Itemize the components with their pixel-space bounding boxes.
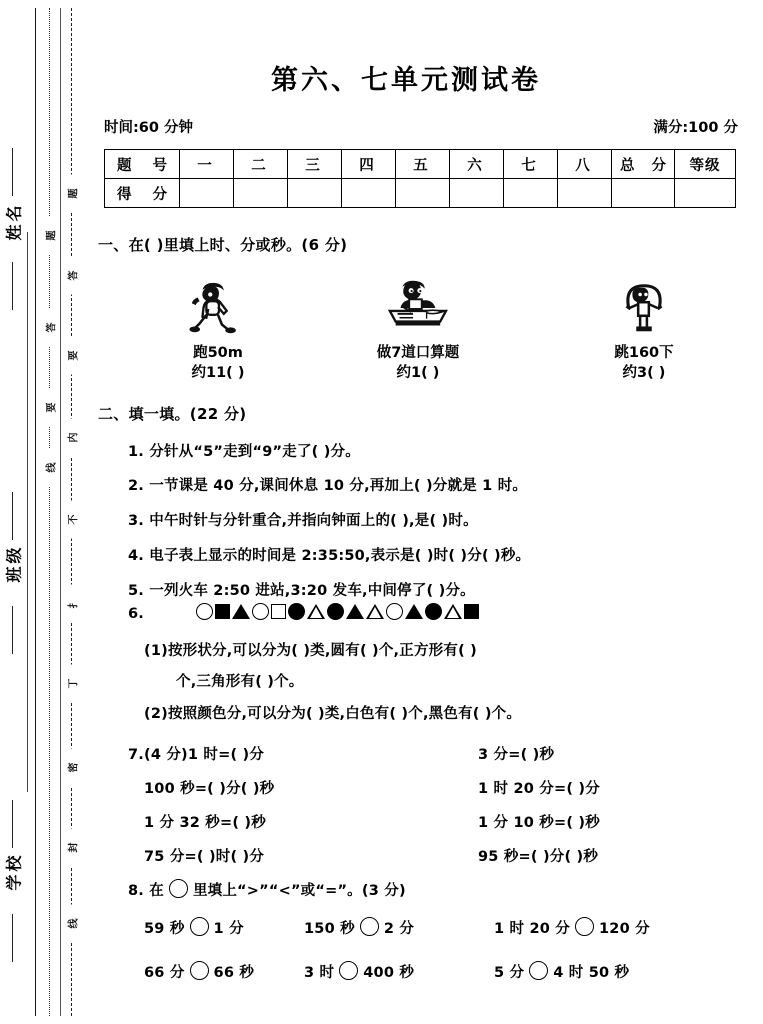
question-2-8-heading-pre: 8. 在 bbox=[128, 883, 164, 899]
question-2-7-left-2: 100 秒=( )分( )秒 bbox=[144, 781, 275, 797]
seal-dashed-char-6: 丁 bbox=[65, 665, 80, 703]
class-rule-bottom bbox=[12, 606, 13, 654]
compare-circle-2-3[interactable] bbox=[529, 961, 548, 980]
table-row-question-numbers bbox=[105, 150, 736, 179]
seal-dashed-char-4: 不 bbox=[65, 501, 80, 539]
square-black-icon bbox=[464, 604, 479, 619]
compare-left-1-2: 150 秒 bbox=[304, 921, 355, 937]
picture-caption-1-line2: 约11( ) bbox=[191, 364, 245, 381]
compare-left-2-2: 3 时 bbox=[304, 965, 335, 981]
question-2-6-label: 6. bbox=[128, 606, 144, 622]
exam-full-score: 满分:100 分 bbox=[653, 120, 738, 136]
triangle-white-icon bbox=[444, 604, 462, 619]
question-2-8-row-2-item-3 bbox=[494, 961, 629, 982]
seal-dashed-char-8: 封 bbox=[65, 829, 80, 867]
cell-score-q7[interactable] bbox=[504, 179, 558, 208]
running-boy-icon bbox=[187, 278, 249, 340]
cell-q6: 六 bbox=[450, 150, 504, 179]
compare-circle-1-2[interactable] bbox=[360, 917, 379, 936]
margin-rule-inner bbox=[27, 232, 28, 792]
compare-left-1-3: 1 时 20 分 bbox=[494, 921, 571, 937]
margin-dotted-line bbox=[49, 8, 50, 1016]
compare-right-1-2: 2 分 bbox=[383, 921, 415, 937]
seal-dashed-char-0: 题 bbox=[65, 175, 80, 213]
cell-score-q5[interactable] bbox=[396, 179, 450, 208]
picture-caption-3-line2: 约3( ) bbox=[622, 364, 666, 381]
triangle-black-icon bbox=[405, 604, 423, 619]
cell-q2: 二 bbox=[234, 150, 288, 179]
compare-circle-2-2[interactable] bbox=[339, 961, 358, 980]
question-2-7-right-3: 1 分 10 秒=( )秒 bbox=[478, 815, 600, 831]
question-2-6-sub1-line1: (1)按形状分,可以分为( )类,圆有( )个,正方形有( ) bbox=[144, 643, 477, 659]
circle-white-icon bbox=[252, 603, 269, 620]
cell-score-q1[interactable] bbox=[180, 179, 234, 208]
question-2-8-row-1-item-2 bbox=[304, 917, 414, 938]
compare-left-2-1: 66 分 bbox=[144, 965, 185, 981]
compare-right-2-2: 400 秒 bbox=[363, 965, 415, 981]
compare-right-2-3: 4 时 50 秒 bbox=[553, 965, 630, 981]
question-2-2: 2. 一节课是 40 分,课间休息 10 分,再加上( )分就是 1 时。 bbox=[128, 478, 528, 494]
circle-white-icon bbox=[196, 603, 213, 620]
compare-right-1-3: 120 分 bbox=[599, 921, 650, 937]
jump-rope-girl-icon bbox=[613, 278, 675, 340]
seal-dotted-char-3: 线 bbox=[43, 449, 58, 487]
cell-q5: 五 bbox=[396, 150, 450, 179]
score-table bbox=[104, 149, 736, 208]
margin-rule-1 bbox=[35, 8, 36, 1016]
picture-item-3 bbox=[564, 278, 724, 383]
question-2-8-row-1-item-1 bbox=[144, 917, 244, 938]
school-rule-bottom bbox=[12, 914, 13, 962]
seal-dashed-char-9: 线 bbox=[65, 905, 80, 943]
compare-left-2-3: 5 分 bbox=[494, 965, 525, 981]
picture-caption-2-line1: 做7道口算题 bbox=[376, 345, 460, 361]
question-2-8-row-1-item-3 bbox=[494, 917, 650, 938]
triangle-black-icon bbox=[232, 604, 250, 619]
cell-score-q8[interactable] bbox=[558, 179, 612, 208]
cell-score-q3[interactable] bbox=[288, 179, 342, 208]
question-2-7-left-3: 1 分 32 秒=( )秒 bbox=[144, 815, 266, 831]
question-2-4: 4. 电子表上显示的时间是 2:35:50,表示是( )时( )分( )秒。 bbox=[128, 548, 531, 564]
compare-circle-1-3[interactable] bbox=[575, 917, 594, 936]
question-2-7-right-4: 95 秒=( )分( )秒 bbox=[478, 849, 599, 865]
table-row-scores bbox=[105, 179, 736, 208]
question-2-7-left-4: 75 分=( )时( )分 bbox=[144, 849, 265, 865]
boy-writing-desk-icon bbox=[384, 278, 452, 340]
seal-margin bbox=[0, 0, 86, 1024]
seal-dashed-char-5: 扌 bbox=[65, 585, 80, 623]
cell-q8: 八 bbox=[558, 150, 612, 179]
section-1-heading: 一、在( )里填上时、分或秒。(6 分) bbox=[98, 236, 348, 254]
question-2-8-row-2-item-2 bbox=[304, 961, 414, 982]
cell-label-score: 得 分 bbox=[105, 179, 180, 208]
question-2-5: 5. 一列火车 2:50 进站,3:20 发车,中间停了( )分。 bbox=[128, 583, 475, 599]
question-2-7-left-1: 7.(4 分)1 时=( )分 bbox=[128, 747, 265, 763]
triangle-black-icon bbox=[346, 604, 364, 619]
cell-label-question-no: 题 号 bbox=[105, 150, 180, 179]
triangle-white-icon bbox=[307, 604, 325, 619]
question-2-3: 3. 中午时针与分针重合,并指向钟面上的( ),是( )时。 bbox=[128, 513, 478, 529]
circle-black-icon bbox=[288, 603, 305, 620]
question-2-6-sub2: (2)按照颜色分,可以分为( )类,白色有( )个,黑色有( )个。 bbox=[144, 706, 522, 722]
cell-q3: 三 bbox=[288, 150, 342, 179]
seal-dotted-char-0: 题 bbox=[43, 217, 58, 255]
cell-score-q4[interactable] bbox=[342, 179, 396, 208]
cell-q1: 一 bbox=[180, 150, 234, 179]
compare-right-2-1: 66 秒 bbox=[213, 965, 255, 981]
cell-total: 总 分 bbox=[612, 150, 675, 179]
class-label: 班级 bbox=[4, 544, 24, 583]
margin-rule-2 bbox=[60, 8, 61, 1016]
seal-dashed-char-3: 内 bbox=[65, 419, 80, 457]
cell-score-q2[interactable] bbox=[234, 179, 288, 208]
cell-grade: 等级 bbox=[675, 150, 736, 179]
exam-sheet bbox=[86, 0, 763, 1024]
question-2-6-sub1-line2: 个,三角形有( )个。 bbox=[176, 674, 304, 690]
cell-score-q6[interactable] bbox=[450, 179, 504, 208]
seal-dotted-char-2: 要 bbox=[43, 389, 58, 427]
compare-right-1-1: 1 分 bbox=[213, 921, 244, 937]
cell-score-total[interactable] bbox=[612, 179, 675, 208]
square-black-icon bbox=[215, 604, 230, 619]
question-2-1: 1. 分针从“5”走到“9”走了( )分。 bbox=[128, 444, 360, 460]
compare-circle-2-1[interactable] bbox=[190, 961, 209, 980]
cell-q4: 四 bbox=[342, 150, 396, 179]
exam-meta-row bbox=[104, 116, 738, 137]
school-label: 学校 bbox=[4, 852, 24, 891]
question-2-8-heading-post: 里填上“>”“<”或“=”。(3 分) bbox=[192, 883, 406, 899]
picture-item-1 bbox=[138, 278, 298, 383]
seal-dashed-char-1: 答 bbox=[65, 257, 80, 295]
section-2-heading: 二、填一填。(22 分) bbox=[98, 405, 247, 423]
circle-black-icon bbox=[327, 603, 344, 620]
student-name-label: 姓名 bbox=[4, 202, 24, 241]
page-title: 第六、七单元测试卷 bbox=[271, 65, 541, 96]
compare-left-1-1: 59 秒 bbox=[144, 921, 185, 937]
seal-dashed-char-7: 密 bbox=[65, 749, 80, 787]
picture-caption-1-line1: 跑50m bbox=[193, 345, 243, 361]
question-2-7-right-1: 3 分=( )秒 bbox=[478, 747, 555, 763]
exam-duration: 时间:60 分钟 bbox=[104, 120, 194, 136]
seal-dotted-char-1: 答 bbox=[43, 309, 58, 347]
square-white-icon bbox=[271, 604, 286, 619]
shape-sequence bbox=[196, 603, 479, 620]
circle-placeholder-icon bbox=[169, 879, 188, 898]
question-2-8-heading bbox=[128, 879, 406, 900]
picture-caption-2-line2: 约1( ) bbox=[396, 364, 440, 381]
circle-white-icon bbox=[386, 603, 403, 620]
compare-circle-1-1[interactable] bbox=[190, 917, 209, 936]
seal-dashed-char-2: 要 bbox=[65, 337, 80, 375]
circle-black-icon bbox=[425, 603, 442, 620]
triangle-white-icon bbox=[366, 604, 384, 619]
picture-item-2 bbox=[318, 278, 518, 383]
cell-q7: 七 bbox=[504, 150, 558, 179]
name-rule-bottom bbox=[12, 262, 13, 310]
cell-score-grade[interactable] bbox=[675, 179, 736, 208]
picture-caption-3-line1: 跳160下 bbox=[614, 345, 674, 361]
question-2-8-row-2-item-1 bbox=[144, 961, 254, 982]
question-2-7-right-2: 1 时 20 分=( )分 bbox=[478, 781, 600, 797]
